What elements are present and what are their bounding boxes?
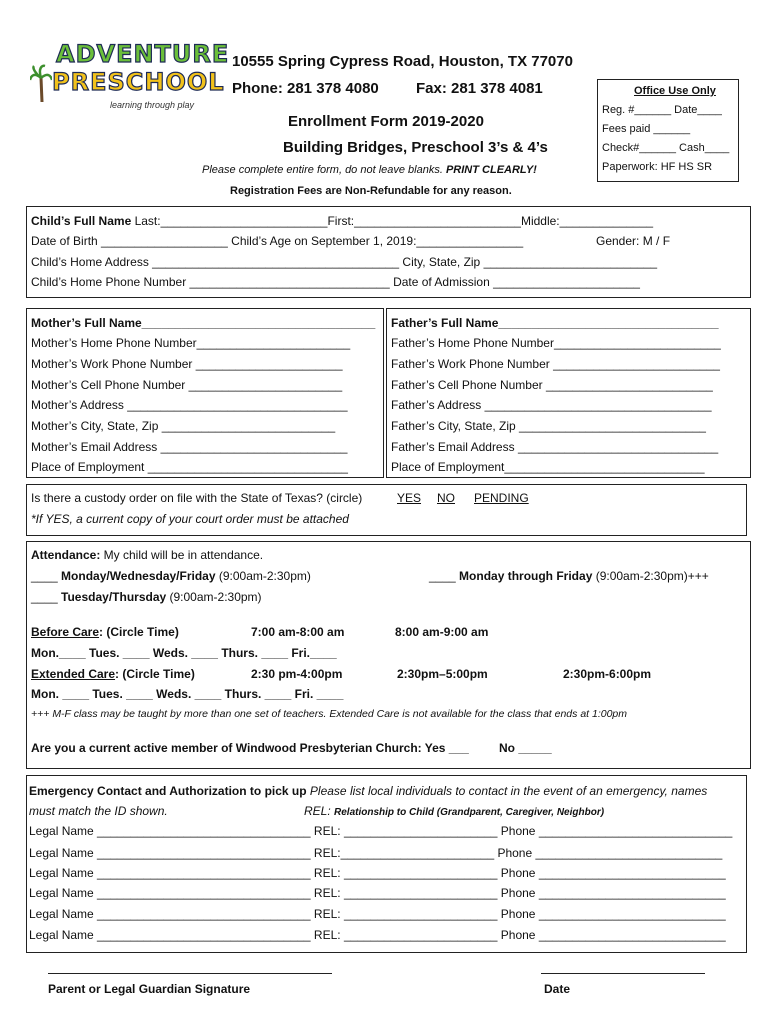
fees-note: Registration Fees are Non-Refundable for any reason. [230, 185, 512, 197]
emergency-section [26, 775, 747, 953]
option-mwf[interactable] [31, 566, 311, 586]
instruction-text: Please complete entire form, do not leave blanks. [202, 164, 446, 176]
father-cell-phone-field[interactable]: Father’s Cell Phone Number _________________________ [391, 378, 713, 392]
child-name-blanks: Last:_________________________First:_________________________Middle:______________ [131, 214, 654, 228]
mother-cell-phone-field[interactable]: Mother’s Cell Phone Number _______________________ [31, 378, 343, 392]
mother-employment-field[interactable]: Place of Employment ______________________________ [31, 460, 348, 474]
father-employment-field[interactable]: Place of Employment______________________________ [391, 460, 705, 474]
child-name-label: Child’s Full Name [31, 214, 132, 228]
mother-email-field[interactable]: Mother’s Email Address ____________________________ [31, 440, 348, 454]
mother-work-phone-field[interactable]: Mother’s Work Phone Number ______________________ [31, 357, 343, 371]
adventure-preschool-logo [30, 40, 230, 116]
tt-time: (9:00am-2:30pm) [166, 590, 262, 604]
before-care-time-1[interactable]: 7:00 am-8:00 am [251, 625, 345, 639]
father-address-field[interactable]: Father’s Address __________________________________ [391, 398, 712, 412]
emergency-contact-row[interactable]: Legal Name ________________________________ REL:_______________________ Phone ____________________________ [29, 846, 723, 860]
father-email-field[interactable]: Father’s Email Address ______________________________ [391, 440, 719, 454]
signature-label: Parent or Legal Guardian Signature [48, 982, 251, 996]
mf-time: (9:00am-2:30pm)+++ [592, 569, 709, 583]
extended-care-days[interactable]: Mon. ____ Tues. ____ Weds. ____ Thurs. ____ Fri. ____ [31, 687, 344, 701]
child-section [26, 206, 751, 298]
custody-option-no[interactable]: NO [437, 491, 455, 505]
mother-address-field[interactable]: Mother’s Address _________________________________ [31, 398, 348, 412]
form-title: Enrollment Form 2019-2020 [288, 113, 484, 130]
church-member-question[interactable]: Are you a current active member of Windwood Presbyterian Church: Yes ___ [31, 741, 469, 755]
custody-option-yes[interactable]: YES [397, 491, 422, 505]
extended-care-label: Extended Care [31, 667, 116, 681]
tt-blank: ____ [31, 590, 62, 604]
rel-note-label: REL: [304, 804, 335, 818]
palm-tree-icon [30, 64, 52, 104]
mother-section [26, 308, 384, 478]
father-city-state-zip-field[interactable]: Father’s City, State, Zip ____________________________ [391, 419, 706, 433]
church-member-no[interactable]: No _____ [499, 741, 552, 755]
school-fax: Fax: 281 378 4081 [416, 80, 543, 97]
emergency-contact-row[interactable]: Legal Name ________________________________ REL: _______________________ Phone ____________________________ [29, 928, 726, 942]
tt-label: Tuesday/Thursday [61, 590, 167, 604]
emergency-contact-row[interactable]: Legal Name ________________________________ REL: _______________________ Phone ____________________________ [29, 866, 726, 880]
office-reg-line: Reg. #______ Date____ [602, 104, 722, 116]
school-phone: Phone: 281 378 4080 [232, 80, 379, 97]
date-label: Date [544, 982, 571, 996]
attendance-note: +++ M-F class may be taught by more than one set of teachers. Extended Care is not available for the class that ends at 1:00pm [31, 708, 628, 720]
logo-tagline: learning through play [110, 100, 195, 110]
office-use-title: Office Use Only [634, 85, 716, 97]
office-use-box [597, 79, 739, 182]
mwf-label: Monday/Wednesday/Friday [61, 569, 216, 583]
signature-line[interactable] [48, 973, 332, 974]
emergency-intro [29, 781, 707, 801]
child-name-field[interactable] [31, 211, 653, 231]
child-phone-field[interactable]: Child’s Home Phone Number ______________________________ Date of Admission ______________________ [31, 275, 640, 289]
emergency-contact-row[interactable]: Legal Name ________________________________ REL: _______________________ Phone ____________________________ [29, 886, 726, 900]
father-home-phone-field[interactable]: Father’s Home Phone Number_________________________ [391, 336, 721, 350]
custody-question: Is there a custody order on file with the State of Texas? (circle) [31, 491, 363, 505]
before-care-label: Before Care [31, 625, 100, 639]
before-care-time-2[interactable]: 8:00 am-9:00 am [395, 625, 489, 639]
instruction-line [202, 164, 537, 176]
form-subtitle: Building Bridges, Preschool 3’s & 4’s [283, 139, 548, 156]
option-mon-through-fri[interactable] [429, 566, 709, 586]
emergency-contact-row[interactable]: Legal Name ________________________________ REL: _______________________ Phone _____________________________ [29, 824, 733, 838]
custody-option-pending[interactable]: PENDING [474, 491, 529, 505]
attendance-intro-text: My child will be in attendance. [100, 548, 264, 562]
custody-section [26, 484, 747, 536]
office-fees-line: Fees paid ______ [602, 123, 691, 135]
emergency-desc: Please list local individuals to contact in the event of an emergency, names [306, 784, 708, 798]
mother-full-name-field[interactable]: Mother’s Full Name___________________________________ [31, 316, 376, 330]
emergency-desc-cont: must match the ID shown. [29, 804, 168, 818]
rel-note [304, 801, 604, 823]
logo-word-bottom: PRESCHOOL [52, 68, 225, 96]
custody-note: *If YES, a current copy of your court order must be attached [31, 512, 349, 526]
father-section [386, 308, 751, 478]
attendance-intro [31, 545, 263, 565]
date-line[interactable] [541, 973, 705, 974]
mother-home-phone-field[interactable]: Mother’s Home Phone Number_______________________ [31, 336, 351, 350]
school-address: 10555 Spring Cypress Road, Houston, TX 77070 [232, 53, 573, 70]
mwf-blank: ____ [31, 569, 62, 583]
child-dob-field[interactable]: Date of Birth ___________________ Child’s Age on September 1, 2019:________________ [31, 234, 524, 248]
child-gender-field[interactable]: Gender: M / F [596, 234, 671, 248]
attendance-label: Attendance: [31, 548, 101, 562]
before-care-heading [31, 622, 179, 642]
mf-blank: ____ [429, 569, 460, 583]
extended-care-time-1[interactable]: 2:30 pm-4:00pm [251, 667, 343, 681]
mf-label: Monday through Friday [459, 569, 593, 583]
emergency-title: Emergency Contact and Authorization to pick up [29, 784, 307, 798]
option-tue-thu[interactable] [31, 587, 262, 607]
instruction-emphasis: PRINT CLEARLY! [445, 164, 537, 176]
emergency-contact-row[interactable]: Legal Name ________________________________ REL: _______________________ Phone ____________________________ [29, 907, 726, 921]
extended-care-rest: : (Circle Time) [115, 667, 195, 681]
office-paperwork-line: Paperwork: HF HS SR [602, 161, 713, 173]
before-care-days[interactable]: Mon.____ Tues. ____ Weds. ____ Thurs. ____ Fri.____ [31, 646, 337, 660]
attendance-section [26, 541, 751, 769]
before-care-rest: : (Circle Time) [99, 625, 179, 639]
extended-care-time-3[interactable]: 2:30pm-6:00pm [563, 667, 652, 681]
extended-care-heading [31, 664, 195, 684]
father-work-phone-field[interactable]: Father’s Work Phone Number _________________________ [391, 357, 720, 371]
mwf-time: (9:00am-2:30pm) [215, 569, 311, 583]
logo-word-top: ADVENTURE [56, 40, 230, 68]
child-address-field[interactable]: Child’s Home Address _____________________________________ City, State, Zip __________________________ [31, 255, 658, 269]
rel-note-text: Relationship to Child (Grandparent, Caregiver, Neighbor) [334, 807, 605, 818]
extended-care-time-2[interactable]: 2:30pm–5:00pm [397, 667, 488, 681]
office-check-line: Check#______ Cash____ [602, 142, 730, 154]
mother-city-state-zip-field[interactable]: Mother’s City, State, Zip __________________________ [31, 419, 336, 433]
father-full-name-field[interactable]: Father’s Full Name_________________________________ [391, 316, 719, 330]
